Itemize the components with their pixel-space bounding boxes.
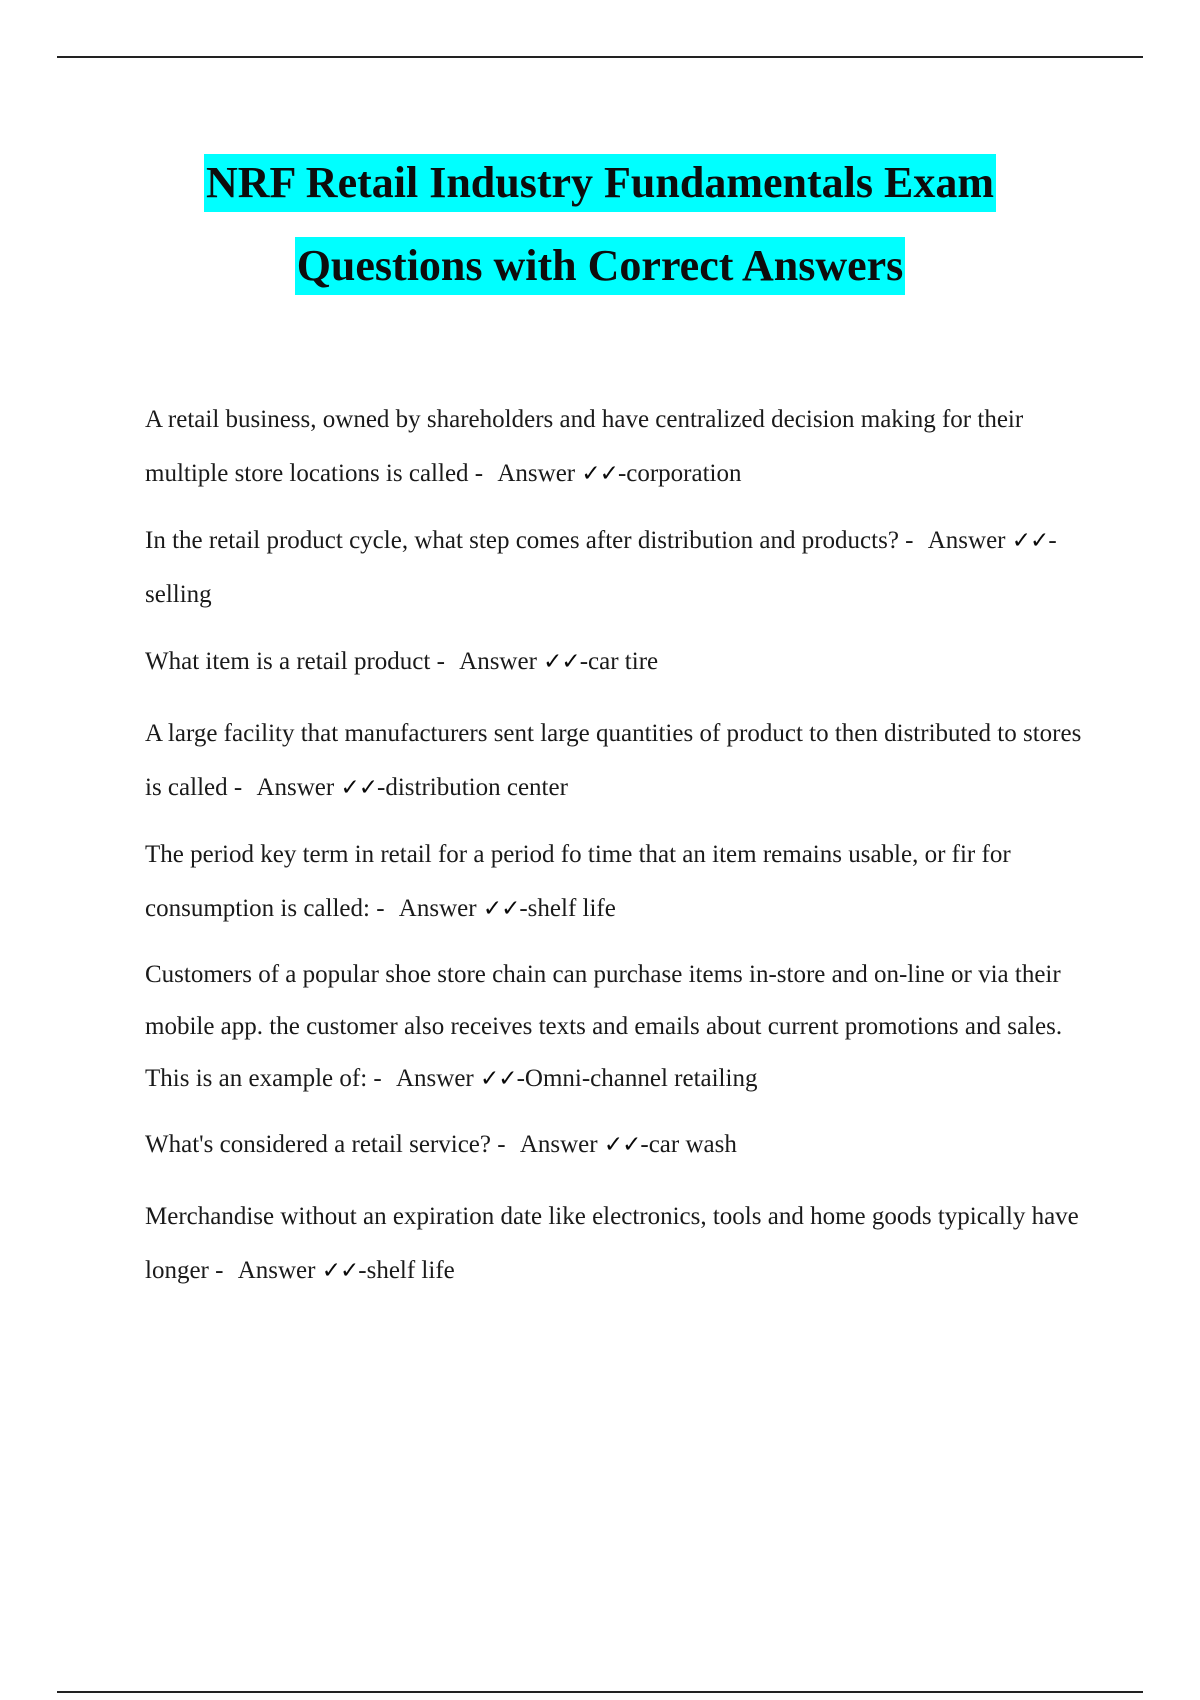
answer-label: Answer xyxy=(497,460,576,487)
answer-text: -car wash xyxy=(640,1131,737,1158)
answer-label: Answer xyxy=(396,1065,474,1092)
qa-item-7 xyxy=(145,1118,1085,1172)
double-check-icon: ✓✓ xyxy=(321,1258,359,1284)
answer-label: Answer xyxy=(398,895,477,922)
qa-item-6 xyxy=(145,949,1085,1105)
double-check-icon: ✓✓ xyxy=(340,775,377,801)
double-check-icon: ✓✓ xyxy=(480,1066,517,1092)
double-check-icon: ✓✓ xyxy=(603,1132,641,1158)
qa-item-1 xyxy=(145,393,1085,501)
double-check-icon: ✓✓ xyxy=(1011,528,1049,554)
answer-label: Answer xyxy=(237,1257,316,1284)
qa-item-3 xyxy=(145,635,1085,689)
question-text: In the retail product cycle, what step comes after distribution and products? - xyxy=(145,527,920,554)
answer-text: -distribution center xyxy=(377,774,568,801)
question-text: Customers of a popular shoe store chain can purchase items in-store and on-line or via their mobile app. the customer also receives texts and emails about current promotions and sales. This is an example of: - xyxy=(145,961,1063,1092)
bottom-rule xyxy=(57,1691,1143,1693)
answer-label: Answer xyxy=(519,1131,598,1158)
title-line-2: Questions with Correct Answers xyxy=(295,237,906,295)
question-text: A retail business, owned by shareholders and have centralized decision making for their multiple store locations is called - xyxy=(145,406,1024,487)
qa-item-8 xyxy=(145,1190,1085,1298)
double-check-icon: ✓✓ xyxy=(543,649,580,675)
answer-label: Answer xyxy=(927,527,1006,554)
answer-text: -selling xyxy=(145,527,1057,608)
answer-text: -corporation xyxy=(617,460,742,487)
answer-label: Answer xyxy=(256,774,335,801)
qa-list xyxy=(145,393,1085,1311)
question-text: What item is a retail product - xyxy=(145,648,452,675)
double-check-icon: ✓✓ xyxy=(482,896,520,922)
top-rule xyxy=(57,56,1143,58)
qa-item-2 xyxy=(145,514,1085,622)
answer-text: -shelf life xyxy=(519,895,616,922)
qa-item-5 xyxy=(145,828,1085,936)
question-text: What's considered a retail service? - xyxy=(145,1131,512,1158)
question-text: Merchandise without an expiration date like electronics, tools and home goods typically have longer - xyxy=(145,1203,1079,1284)
question-text: The period key term in retail for a period fo time that an item remains usable, or fir for consumption is called: - xyxy=(145,841,1011,922)
double-check-icon: ✓✓ xyxy=(581,461,618,487)
qa-item-4 xyxy=(145,707,1085,815)
answer-text: -shelf life xyxy=(358,1257,455,1284)
answer-text: -car tire xyxy=(579,648,659,675)
answer-label: Answer xyxy=(459,648,537,675)
answer-text: -Omni-channel retailing xyxy=(516,1065,758,1092)
title-line-1: NRF Retail Industry Fundamentals Exam xyxy=(204,154,996,212)
document-title xyxy=(0,141,1200,307)
question-text: A large facility that manufacturers sent large quantities of product to then distributed to stores is called - xyxy=(145,720,1082,801)
